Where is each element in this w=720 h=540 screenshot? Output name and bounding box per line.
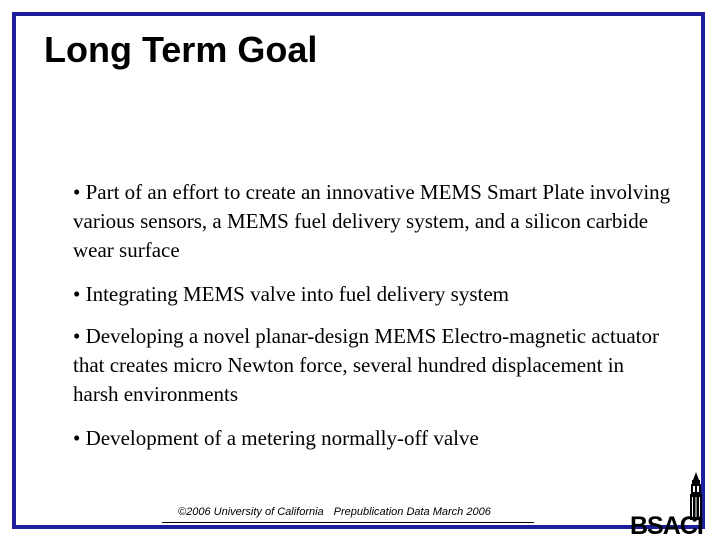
footer-divider <box>162 522 534 523</box>
footer-copyright: ©2006 University of California <box>178 506 324 518</box>
logo-lettering: BSACI <box>630 512 703 536</box>
campanile-tower-icon <box>630 470 716 536</box>
bullet-list <box>73 178 673 468</box>
bullet-item: • Part of an effort to create an innovative MEMS Smart Plate involving various sensors, a MEMS fuel delivery system, and a silicon carbide wear surface <box>73 180 671 262</box>
footer-note: Prepublication Data March 2006 <box>333 506 491 518</box>
bsac-logo <box>630 470 716 536</box>
bullet-item: • Development of a metering normally-off valve <box>73 426 479 450</box>
bullet-item: • Developing a novel planar-design MEMS Electro-magnetic actuator that creates micro Newton force, several hundred displacement in harsh environments <box>73 324 659 406</box>
footer <box>178 506 491 518</box>
slide-title: Long Term Goal <box>44 29 318 70</box>
bullet-item: • Integrating MEMS valve into fuel delivery system <box>73 282 510 306</box>
